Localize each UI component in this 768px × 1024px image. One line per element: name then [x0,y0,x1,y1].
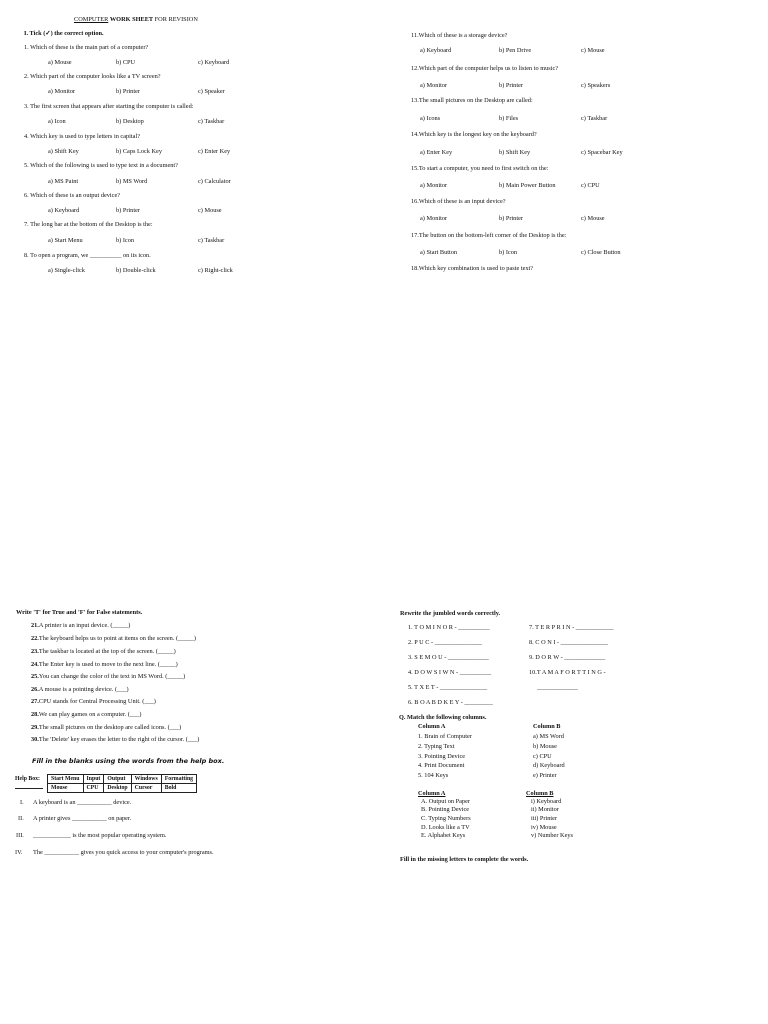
match2-col-a-head: Column A [418,790,446,797]
question-18: 18.Which key combination is used to paste text? [411,265,534,272]
help-box-label: Help Box: [15,776,40,782]
jumbled-answer-10: _____________ [537,684,578,691]
jumbled-word-7: 7. T E R P R I N - ____________ [529,624,614,631]
tf-item-24: 24.The Enter key is used to move to the next line. (_____) [31,661,178,668]
match-b-2: b) Mouse [533,743,557,750]
help-word: CPU [83,784,104,793]
match2-col-b-head: Column B [526,790,554,797]
option-3b[interactable]: b) Desktop [116,118,144,125]
tf-item-26: 26.A mouse is a pointing device. (___) [31,686,129,693]
question-7: 7. The long bar at the bottom of the Desktop is the: [24,221,153,228]
option-6a[interactable]: a) Keyboard [48,207,80,214]
help-box-table [15,774,197,793]
tf-item-30: 30.The 'Delete' key erases the letter to the right of the cursor. (___) [31,736,200,743]
jumbled-word-8: 8. C O N I - _______________ [529,639,608,646]
tf-item-23: 23.The taskbar is located at the top of the screen. (_____) [31,648,176,655]
option-16c[interactable]: c) Mouse [581,215,605,222]
match2-b-3: iii) Printer [531,815,558,822]
help-word: Desktop [104,784,131,793]
option-1c[interactable]: c) Keyboard [198,59,230,66]
title-main: WORK SHEET [109,16,154,23]
option-11c[interactable]: c) Mouse [581,47,605,54]
option-7a[interactable]: a) Start Menu [48,237,83,244]
jumbled-title: Rewrite the jumbled words correctly. [400,610,501,617]
jumbled-word-3: 3. S E M O U - _____________ [408,654,489,661]
fill-item-1: I. A keyboard is an ___________ device. [20,799,132,806]
option-14b[interactable]: b) Shift Key [499,149,531,156]
match2-a-3: C. Typing Numbers [421,815,471,822]
fill-item-4: IV. The ___________ gives you quick access to your computer's programs. [15,849,214,856]
option-2b[interactable]: b) Printer [116,88,140,95]
match2-b-2: ii) Monitor [531,806,559,813]
option-15b[interactable]: b) Main Power Button [499,182,556,189]
question-5: 5. Which of the following is used to type text in a document? [24,162,178,169]
option-14a[interactable]: a) Enter Key [420,149,453,156]
match-a-2: 2. Typing Text [418,743,455,750]
match2-a-5: E. Alphabet Keys [421,832,466,839]
option-15c[interactable]: c) CPU [581,182,600,189]
match2-b-5: v) Number Keys [531,832,573,839]
tf-item-27: 27.CPU stands for Central Processing Unit. (___) [31,698,156,705]
true-false-title: Write 'T' for True and 'F' for False statements. [16,609,143,616]
title-suffix: FOR REVISION [154,16,198,23]
option-4a[interactable]: a) Shift Key [48,148,79,155]
option-16a[interactable]: a) Monitor [420,215,448,222]
match-col-a-head: Column A [418,723,446,730]
option-17b[interactable]: b) Icon [499,249,518,256]
option-11a[interactable]: a) Keyboard [420,47,452,54]
match-col-b-head: Column B [533,723,561,730]
option-3c[interactable]: c) Taskbar [198,118,225,125]
title-subject: COMPUTER [74,16,109,23]
option-5a[interactable]: a) MS Paint [48,178,79,185]
option-3a[interactable]: a) Icon [48,118,66,125]
option-13b[interactable]: b) Files [499,115,519,122]
help-word: Mouse [48,784,84,793]
option-17a[interactable]: a) Start Button [420,249,458,256]
option-2c[interactable]: c) Speaker [198,88,225,95]
question-16: 16.Which of these is an input device? [411,198,506,205]
match-b-5: e) Printer [533,772,557,779]
jumbled-word-6: 6. B O A B D K E Y - _________ [408,699,493,706]
help-word: Bold [161,784,196,793]
option-5c[interactable]: c) Calculator [198,178,231,185]
help-word: Start Menu [48,775,84,784]
jumbled-word-9: 9. D O R W - _____________ [529,654,606,661]
option-1a[interactable]: a) Mouse [48,59,72,66]
question-6: 6. Which of these is an output device? [24,192,121,199]
fill-item-2: II. A printer gives ___________ on paper. [18,815,132,822]
match2-a-2: B. Pointing Device [421,806,470,813]
fill-blanks-title: Fill in the blanks using the words from the help box. [32,757,225,765]
jumbled-word-4: 4. D O W S I W N - __________ [408,669,492,676]
option-7b[interactable]: b) Icon [116,237,135,244]
question-3: 3. The first screen that appears after starting the computer is called: [24,103,194,110]
fill-item-3: III. ____________ is the most popular operating system. [16,832,167,839]
option-8c[interactable]: c) Right-click [198,267,233,274]
option-4c[interactable]: c) Enter Key [198,148,231,155]
worksheet-title [74,16,198,24]
help-word: Output [104,775,131,784]
option-6b[interactable]: b) Printer [116,207,140,214]
tf-item-28: 28.We can play games on a computer. (___) [31,711,142,718]
question-11: 11.Which of these is a storage device? [411,32,508,39]
question-12: 12.Which part of the computer helps us to listen to music? [411,65,559,72]
option-12a[interactable]: a) Monitor [420,82,448,89]
option-12c[interactable]: c) Speakers [581,82,611,89]
question-17: 17.The button on the bottom-left corner of the Desktop is the: [411,232,567,239]
match-b-4: d) Keyboard [533,762,565,769]
match-a-1: 1. Brain of Computer [418,733,472,740]
help-word: Cursor [131,784,161,793]
option-7c[interactable]: c) Taskbar [198,237,225,244]
jumbled-word-1: 1. T O M I N O R - __________ [408,624,490,631]
option-12b[interactable]: b) Printer [499,82,523,89]
option-2a[interactable]: a) Monitor [48,88,76,95]
help-box-spacer [15,784,48,793]
question-4: 4. Which key is used to type letters in capital? [24,133,140,140]
match2-b-4: iv) Mouse [531,824,557,831]
match2-a-1: A. Output on Paper [421,798,470,805]
option-17c[interactable]: c) Close Button [581,249,621,256]
match-a-5: 5. 104 Keys [418,772,449,779]
question-1: 1. Which of these is the main part of a computer? [24,44,149,51]
jumbled-word-2: 2. P U C - _______________ [408,639,482,646]
option-8a[interactable]: a) Single-click [48,267,85,274]
question-14: 14.Which key is the longest key on the keyboard? [411,131,537,138]
jumbled-word-5: 5. T X E T - _______________ [408,684,488,691]
help-word: Windows [131,775,161,784]
match2-b-1: i) Keyboard [531,798,562,805]
question-8: 8. To open a program, we __________ on its icon. [24,252,151,259]
help-word: Input [83,775,104,784]
option-4b[interactable]: b) Caps Lock Key [116,148,162,155]
option-1b[interactable]: b) CPU [116,59,136,66]
tf-item-29: 29.The small pictures on the desktop are called icons. (___) [31,724,182,731]
section1-instruction: I. Tick (✓) the correct option. [24,30,104,37]
tf-item-25: 25.You can change the color of the text in MS Word. (_____) [31,673,186,680]
option-5b[interactable]: b) MS Word [116,178,148,185]
option-16b[interactable]: b) Printer [499,215,523,222]
option-14c[interactable]: c) Spacebar Key [581,149,623,156]
option-6c[interactable]: c) Mouse [198,207,222,214]
jumbled-word-10: 10.T A M A F O R T T I N G - [529,669,606,676]
match-b-3: c) CPU [533,753,552,760]
option-13a[interactable]: a) Icons [420,115,441,122]
option-11b[interactable]: b) Pen Drive [499,47,532,54]
match-title: Q. Match the following columns. [399,714,487,721]
question-13: 13.The small pictures on the Desktop are called: [411,97,533,104]
question-2: 2. Which part of the computer looks like a TV screen? [24,73,161,80]
tf-item-21: 21.A printer is an input device. (_____) [31,622,131,629]
option-8b[interactable]: b) Double-click [116,267,156,274]
missing-letters-title: Fill in the missing letters to complete the words. [400,856,529,863]
match2-a-4: D. Looks like a TV [421,824,470,831]
match-a-3: 3. Pointing Device [418,753,466,760]
help-word: Formatting [161,775,196,784]
option-13c[interactable]: c) Taskbar [581,115,608,122]
tf-item-22: 22.The keyboard helps us to point at items on the screen. (_____) [31,635,196,642]
match-a-4: 4. Print Document [418,762,465,769]
match-b-1: a) MS Word [533,733,564,740]
question-15: 15.To start a computer, you need to first switch on the: [411,165,549,172]
option-15a[interactable]: a) Monitor [420,182,448,189]
